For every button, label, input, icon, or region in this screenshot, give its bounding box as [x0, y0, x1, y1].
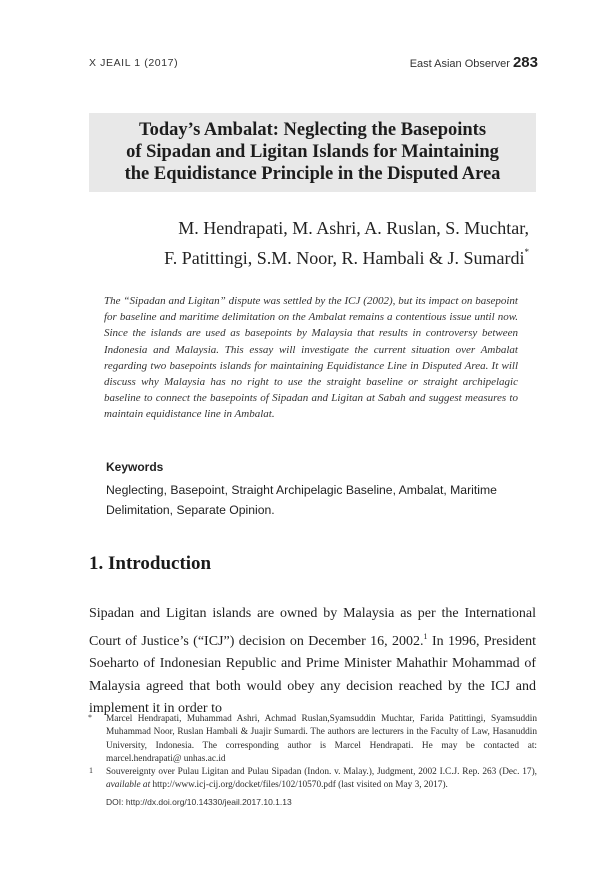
- article-title: [89, 113, 536, 192]
- title-line: Today’s Ambalat: Neglecting the Basepoints: [138, 120, 487, 140]
- intro-text: In 1996, President Soeharto of Indonesian Republic and Prime Minister Mahathir Mohammad of Malaysia agreed that both would obey any decision reached by the ICJ and implement it in order to: [89, 633, 537, 716]
- author-line: M. Hendrapati, M. Ashri, A. Ruslan, S. Muchtar,: [178, 218, 529, 238]
- title-line: of Sipadan and Ligitan Islands for Maintaining: [126, 142, 499, 162]
- title-line: the Equidistance Principle in the Disputed Area: [124, 164, 501, 184]
- footnote-citation: [106, 766, 537, 793]
- author-line: [89, 240, 529, 270]
- footnote-mark: 1: [89, 766, 93, 775]
- running-header: [410, 54, 538, 71]
- author-footnote-mark: *: [524, 247, 529, 257]
- footnote-ref: 1: [423, 631, 428, 641]
- intro-text: Sipadan and Ligitan islands are owned by Malaysia as per the International Court of Justice’s (“ICJ”) decision on December 16, 2002.: [89, 606, 536, 649]
- abstract: The “Sipadan and Ligitan” dispute was settled by the ICJ (2002), but its impact on basepoint for baseline and maritime delimitation on the Ambalat remains a contentious issue until now. Since the islands are used as basepoints by Malaysia that results in controversy between Indonesia and Malaysia. This essay will investigate the current situation over Ambalat regarding two basepoints islands for maintaining Equidistance Line in Disputed Area. It will discuss why Malaysia has no right to use the straight baseline or straight archipelagic baseline to connect the basepoints of Sipadan and Ligitan at Sabah and suggest measures to maintain equidistance line in Ambalat.: [104, 295, 518, 421]
- doi[interactable]: DOI: http://dx.doi.org/10.14330/jeail.2017.10.1.13: [106, 797, 292, 807]
- introduction-paragraph: [89, 603, 536, 721]
- author-list: [89, 216, 529, 270]
- section-heading: 1. Introduction: [89, 553, 212, 574]
- citation-available: available at: [106, 780, 151, 791]
- citation-text: Souvereignty over Pulau Ligitan and Pulau Sipadan (Indon. v. Malay.), Judgment, 2002 I.C.J. Rep. 263 (Dec. 17),: [106, 767, 537, 777]
- page-number: 283: [512, 54, 538, 71]
- footnote-mark: *: [88, 713, 92, 722]
- journal-issue: X JEAIL 1 (2017): [89, 57, 179, 69]
- author-names: F. Patittingi, S.M. Noor, R. Hambali & J. Sumardi: [164, 248, 525, 268]
- keywords-heading: Keywords: [106, 460, 164, 474]
- keywords-text: Neglecting, Basepoint, Straight Archipelagic Baseline, Ambalat, Maritime Delimitation, Separate Opinion.: [106, 483, 497, 517]
- footnote-author: Marcel Hendrapati, Muhammad Ashri, Achmad Ruslan,Syamsuddin Muchtar, Farida Patittingi, Syamsuddin Muhammad Noor, Ruslan Hambali & Juajir Sumardi. The authors are lecturers in the Faculty of Law, Hasanuddin University, Indonesia. The corresponding author is Marcel Hendrapati. He may be contacted at: marcel.hendrapati@ unhas.ac.id: [106, 714, 537, 764]
- citation-url[interactable]: http://www.icj-cij.org/docket/files/102/10570.pdf (last visited on May 3, 2017).: [150, 780, 448, 791]
- section-name: East Asian Observer: [409, 58, 510, 70]
